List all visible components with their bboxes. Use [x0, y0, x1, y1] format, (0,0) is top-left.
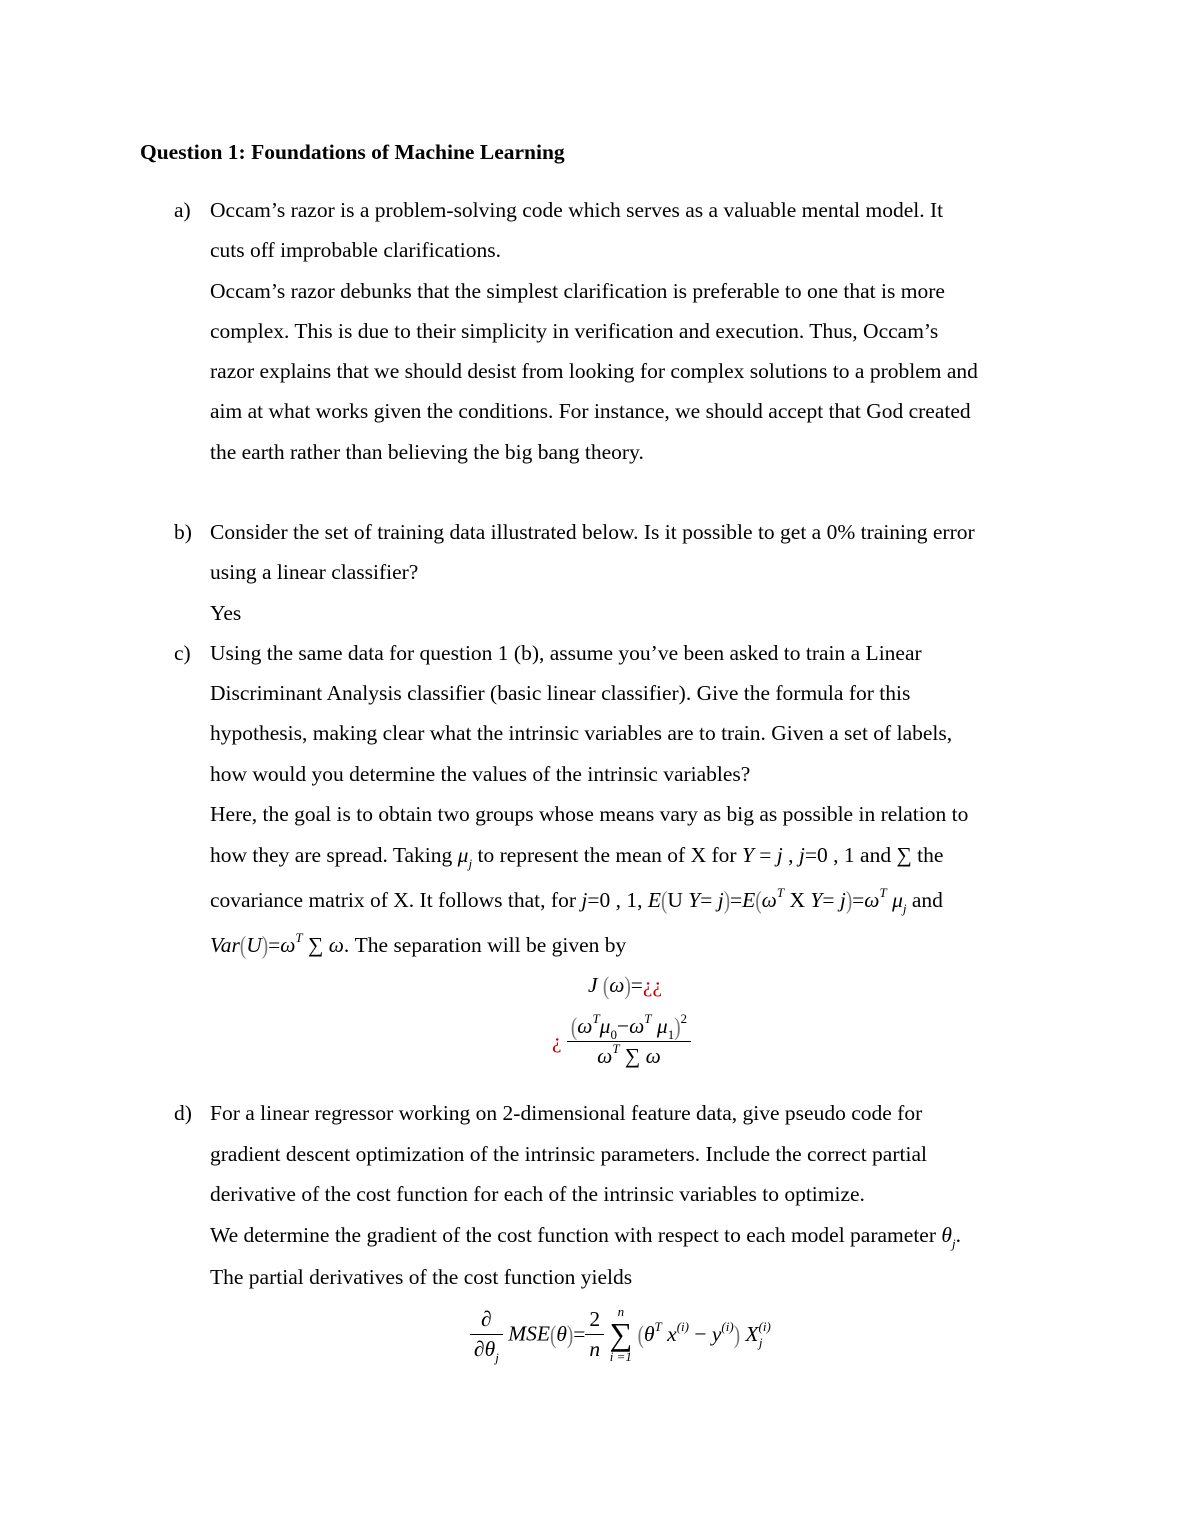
item-label-a: a) — [174, 198, 191, 222]
c-line-8: $Var(U)=\omega^T$ ∑ ω. The separation will be given by — [210, 930, 627, 961]
b-line-2: using a linear classifier? — [210, 560, 419, 584]
page-title: Question 1: Foundations of Machine Learning — [140, 140, 565, 164]
d-line-3: derivative of the cost function for each of the intrinsic variables to optimize. — [210, 1182, 865, 1206]
fisher-ratio-formula: ¿ $\frac{(\omega^T\mu_0-\omega^T \mu_1)^2}{\omega^T \sum \omega}$ — [552, 1014, 691, 1069]
c-line-1: Using the same data for question 1 (b), assume you’ve been asked to train a Linear — [210, 641, 922, 665]
a-line-5: razor explains that we should desist from looking for complex solutions to a problem and — [210, 359, 978, 383]
b-answer: Yes — [210, 601, 242, 625]
separation-formula: J (ω)=¿¿ — [588, 972, 662, 1001]
mu-j-symbol: $\mu_j$ — [457, 843, 473, 871]
c-line-4: how would you determine the values of the intrinsic variables? — [210, 762, 751, 786]
class-condition: Y — [741, 843, 754, 867]
item-label-d: d) — [174, 1101, 192, 1125]
c-line-3: hypothesis, making clear what the intrinsic variables are to train. Given a set of labels, — [210, 721, 953, 745]
c-line-6: how they are spread. Taking $\mu_j$ to represent the mean of X for Y = j , j=0 , 1 and ∑ the — [210, 843, 944, 871]
a-line-3: Occam’s razor debunks that the simplest clarification is preferable to one that is more — [210, 279, 945, 303]
d-line-4: We determine the gradient of the cost function with respect to each model parameter $\theta_j$. — [210, 1223, 961, 1251]
a-line-7: the earth rather than believing the big bang theory. — [210, 440, 644, 464]
a-line-1: Occam’s razor is a problem-solving code which serves as a valuable mental model. It — [210, 198, 944, 222]
b-line-1: Consider the set of training data illustrated below. Is it possible to get a 0% training error — [210, 520, 975, 544]
a-line-4: complex. This is due to their simplicity in verification and execution. Thus, Occam’s — [210, 319, 939, 343]
d-line-5: The partial derivatives of the cost function yields — [210, 1265, 633, 1289]
item-label-c: c) — [174, 641, 191, 665]
d-line-2: gradient descent optimization of the intrinsic parameters. Include the correct partial — [210, 1142, 927, 1166]
a-line-2: cuts off improbable clarifications. — [210, 238, 501, 262]
mse-gradient-formula: $\frac{\partial}{\partial\theta_j}$ MSE(θ)= $\frac{2}{n}$ n ∑ i =1 ($\theta^T$ $x^{(i)} - y^{(i)}$) $X^{(i)}_j$ — [470, 1305, 762, 1363]
d-line-1: For a linear regressor working on 2-dimensional feature data, give pseudo code for — [210, 1101, 923, 1125]
c-line-5: Here, the goal is to obtain two groups whose means vary as big as possible in relation to — [210, 802, 969, 826]
c-line-2: Discriminant Analysis classifier (basic linear classifier). Give the formula for this — [210, 681, 911, 705]
c-line-7: covariance matrix of X. It follows that, for j=0 , 1, E(U $Y= j)=E(\omega^T$ X $Y= j)=\omega^T$ $\mu_j$ and — [210, 885, 943, 916]
item-label-b: b) — [174, 520, 192, 544]
a-line-6: aim at what works given the conditions. For instance, we should accept that God created — [210, 399, 971, 423]
